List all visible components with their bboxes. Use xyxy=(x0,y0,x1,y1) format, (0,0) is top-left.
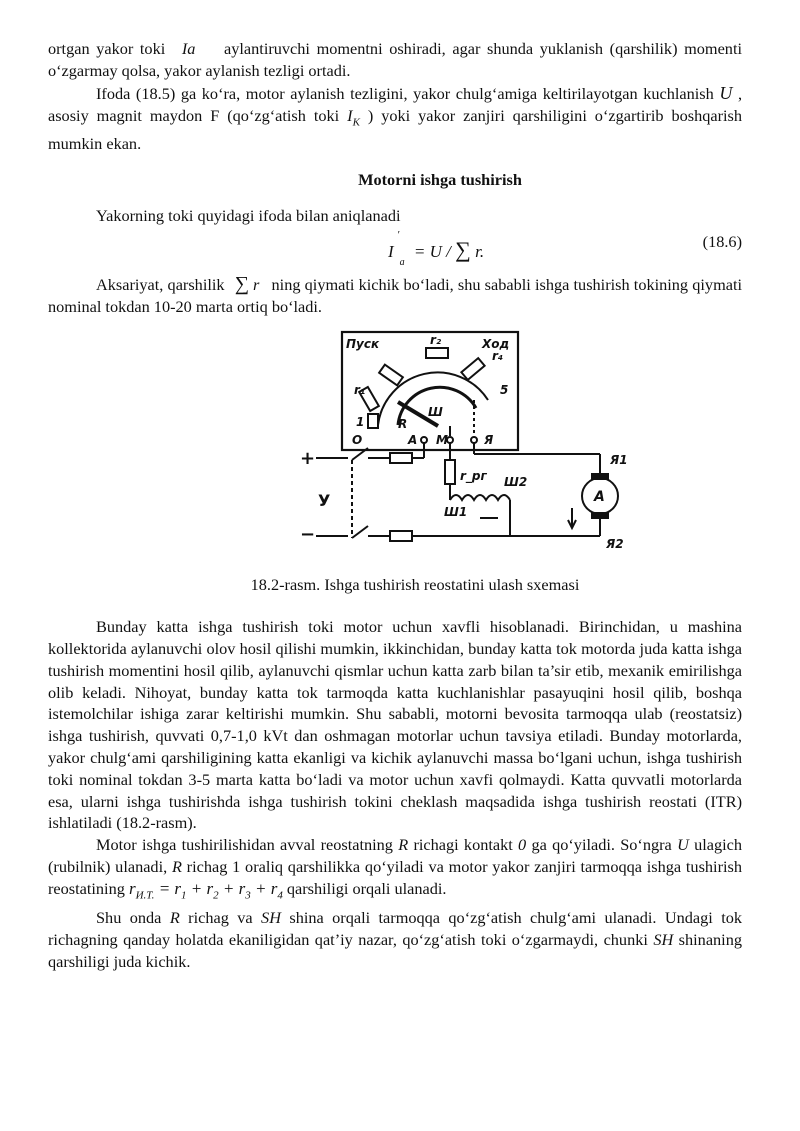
current-symbol: Ia xyxy=(181,39,196,58)
formula-expression xyxy=(388,229,485,269)
subscript: K xyxy=(352,116,360,129)
label-U: У xyxy=(318,491,331,511)
subscript: 1 xyxy=(181,889,187,902)
lever-symbol: R xyxy=(398,835,409,855)
lever-symbol: R xyxy=(171,857,182,877)
switch-blade-bottom xyxy=(352,526,368,538)
paragraph-4 xyxy=(48,273,742,318)
resistance-symbol: r xyxy=(128,878,136,898)
paragraph-2 xyxy=(48,82,742,155)
label-Sh2: Ш2 xyxy=(504,475,528,490)
formula-r: r. xyxy=(470,242,485,262)
bus-symbol: SH xyxy=(653,929,674,949)
field-winding xyxy=(450,495,510,500)
formula-part: = r xyxy=(154,878,182,898)
label-Ya1: Я1 xyxy=(610,453,628,468)
text-run: ga qo‘yiladi. So‘ngra xyxy=(526,835,678,855)
terminal-m xyxy=(447,437,453,443)
text-run: ulagich (rubilnik) ulanadi, xyxy=(48,835,743,877)
label-Sh1: Ш1 xyxy=(444,505,468,520)
text-run: ) yoki yakor zanjiri qarshiligini o‘zgartirib boshqarish mumkin ekan. xyxy=(48,106,743,154)
subscript: И.Т. xyxy=(135,889,155,902)
figure-18-2 xyxy=(48,330,742,560)
label-Ya: Я xyxy=(484,433,494,448)
lever-symbol: R xyxy=(169,908,180,927)
label-O: O xyxy=(352,433,363,448)
label-R: R xyxy=(398,417,408,432)
formula-part: + r xyxy=(250,878,278,898)
label-r2: r₂ xyxy=(430,333,442,348)
paragraph-6 xyxy=(48,834,742,907)
brush-top xyxy=(592,474,608,479)
text-run: ortgan yakor toki xyxy=(48,39,172,58)
formula-eq: = U / xyxy=(409,242,456,262)
terminal-a xyxy=(421,437,427,443)
label-A: A xyxy=(408,433,418,448)
formula-sub: a xyxy=(399,257,405,269)
label-rrg: r_рг xyxy=(460,469,487,484)
text-run: richag va xyxy=(179,908,262,927)
switch-symbol: U xyxy=(677,835,689,855)
text-run: qarshiligi orqali ulanadi. xyxy=(282,878,447,898)
label-hod: Ход xyxy=(482,337,510,352)
resistor-r3 xyxy=(426,348,448,358)
brush-bottom xyxy=(592,513,608,518)
text-run: ning qiymati kichik bo‘ladi, shu sababli ishga tushirish tokining qiymati nominal tokdan 10-20 marta ortiq bo‘ladi. xyxy=(48,275,743,317)
label-plus: + xyxy=(300,448,316,470)
text-run: richagi kontakt xyxy=(408,835,519,855)
resistor-r4 xyxy=(461,358,484,380)
voltage-symbol: U xyxy=(719,83,733,103)
label-1: 1 xyxy=(356,415,365,430)
formula-part: + r xyxy=(218,878,246,898)
subscript: 3 xyxy=(245,889,251,902)
text-run: aylantiruvchi momentni oshiradi, agar shunda yuklanish (qarshilik) momenti o‘zgarmay qolsa, yakor aylanish tezligi ortadi. xyxy=(48,39,742,80)
label-Sh: Ш xyxy=(428,405,443,420)
text-run: shinaning qarshiligi juda kichik. xyxy=(48,929,742,971)
figure-caption: 18.2-rasm. Ishga tushirish reostatini ulash sxemasi xyxy=(250,575,580,595)
label-5: 5 xyxy=(500,383,509,398)
label-r1: r₁ xyxy=(354,383,366,398)
paragraph-5: Bunday katta ishga tushirish toki motor uchun xavfli hisoblanadi. Birinchidan, u mashina kollektorida aylanuvchi olov hosil qilishi mumkin, ikkinchidan, bunday katta tok motorda juda katta ishga tushirish momentini hosil qilib, aylanuvchi qismlar uchun katta zarb bilan ta’sir etib, mexanik emirilishga olib keladi. Nihoyat, bunday katta tok tarmoqda katta kuchlanishlar pasayuqini hosil qilib, boshqa istemolchilar ishiga zarar keltirishi mumkin. Shu sababli, motorni bevosita tarmoqqa ulab (reostatsiz) ishga tushirish, quvvati 0,7-1,0 kVt dan oshmagan motorlar uchun tavsiya etiladi. Bunday motorlarda, yakor chulg‘ami qarshiligining katta ekanligi va kichik aylanuvchi massa bo‘lgani uchun, ishga tushirish toki nominal tokdan 3-5 marta katta bo‘ladi va motor uchun xavfi qolmaydi. Katta quvvatli motorlarda esa, ularni ishga tushirishda ishga tushirish tokini cheklash maqsadida ishga tushirish reostati (ITR) ishlatiladi (18.2-rasm). xyxy=(48,617,742,833)
contact-symbol: 0 xyxy=(518,835,527,855)
starter-circuit-diagram xyxy=(248,330,628,552)
bus-symbol: SH xyxy=(261,908,281,927)
resistance-symbol: r xyxy=(253,275,260,295)
document-page xyxy=(48,38,742,972)
text-run: richag 1 oraliq qarshilikka qo‘yiladi va motor yakor zanjiri tarmoqqa ishga tushirish reostatining xyxy=(48,857,742,898)
text-run: Shu onda xyxy=(96,908,170,927)
label-Ya2: Я2 xyxy=(606,537,624,552)
paragraph-7 xyxy=(48,907,742,972)
sum-symbol: ∑ xyxy=(455,237,471,263)
label-pusk: Пуск xyxy=(346,337,380,352)
equation-number: (18.6) xyxy=(702,232,742,252)
formula-18-6 xyxy=(48,231,742,273)
fuse-bottom xyxy=(390,531,412,541)
text-run: Aksariyat, qarshilik xyxy=(96,275,229,295)
formula-part: + r xyxy=(186,878,214,898)
excitation-current-symbol: I xyxy=(347,106,353,125)
resistor-r2 xyxy=(379,365,403,386)
text-run: Ifoda (18.5) ga ko‘ra, motor aylanish tezligini, yakor chulg‘amiga keltirilayotgan kuchlanish xyxy=(96,84,720,103)
resistor-1 xyxy=(368,414,378,428)
subscript: 2 xyxy=(213,889,219,902)
text-run: , asosiy magnit maydon F (qo‘zg‘atish toki xyxy=(48,84,743,125)
fuse-top xyxy=(390,453,412,463)
label-motor: А xyxy=(594,489,605,506)
formula-prime: ′ xyxy=(397,229,401,242)
sum-symbol: ∑ xyxy=(234,273,249,296)
section-heading: Motorni ishga tushirish xyxy=(358,170,522,190)
terminal-ya xyxy=(471,437,477,443)
label-minus: − xyxy=(300,524,316,546)
formula-lhs: I xyxy=(388,242,394,262)
label-M: M xyxy=(436,433,448,448)
resistor-rrg xyxy=(445,460,455,484)
label-r4: r₄ xyxy=(492,349,504,364)
paragraph-1 xyxy=(48,38,742,82)
subscript: 4 xyxy=(277,889,283,902)
text-run: Motor ishga tushirilishidan avval reostatning xyxy=(96,835,399,855)
text-run: shina orqali tarmoqqa qo‘zg‘atish chulg‘ami ulanadi. Undagi tok richagning qanday holatda ekaniligidan qat’iy nazar, qo‘zg‘atish toki o‘zgarmaydi, chunki xyxy=(48,908,743,949)
paragraph-3: Yakorning toki quyidagi ifoda bilan aniqlanadi xyxy=(96,206,401,226)
